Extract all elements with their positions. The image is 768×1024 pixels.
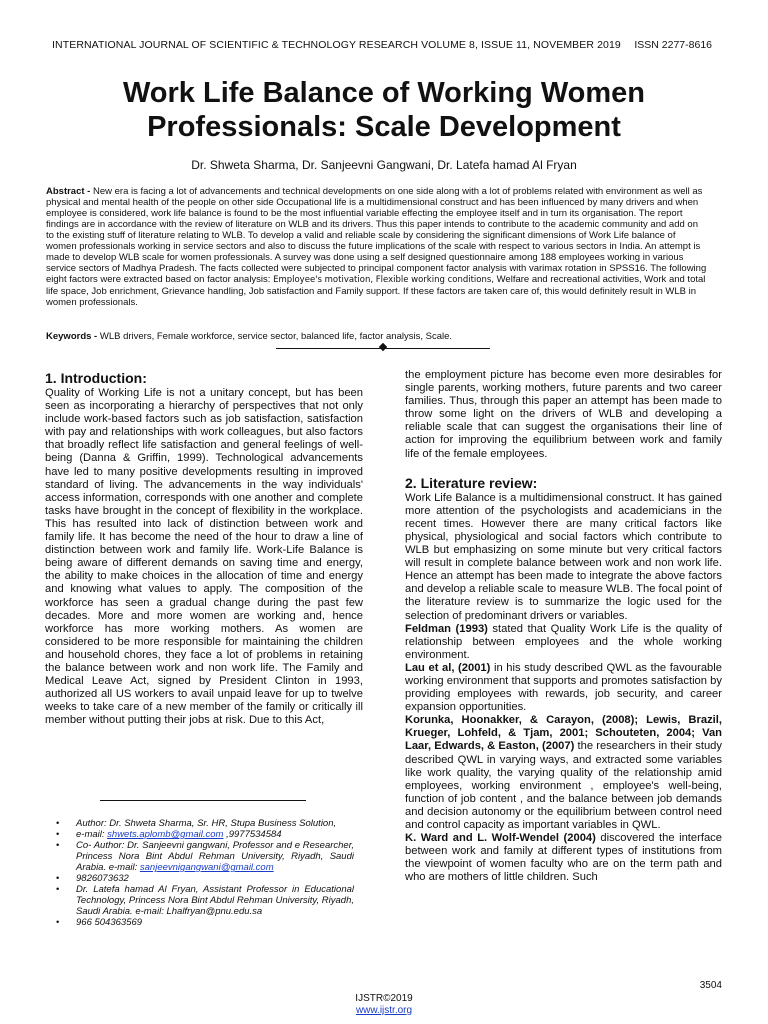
citation-bold: Feldman (1993) [405,622,488,635]
literature-paragraph [405,714,722,832]
footnote-separator [100,800,306,801]
literature-heading: 2. Literature review: [405,474,538,491]
citation-bold: Lau et al, (2001) [405,661,491,674]
footnote-item: • Author: Dr. Shweta Sharma, Sr. HR, Stupa Business Solution, [56,818,354,829]
divider-diamond-icon [379,343,387,351]
title-line-2: Professionals: Scale Development [147,111,621,143]
email-link[interactable]: sanjeevnigangwani@gmail.com [139,862,274,873]
author-footnotes [56,818,354,928]
intro-continuation: the employment picture has become even more desirables for single parents, working mothers, future parents and two career families. Thus, through this paper an attempt has been made to throw some light on the drivers of WLB and developing a reliable scale that can suggest the organisations their line of action for improving the equilibrium between work and family life of the female employees. [405,369,722,460]
paragraph-text: in his study described QWL as the favourable working environment that supports and promotes satisfaction by providing employees with rewards, job security, and career expansion opportunities. [405,661,722,714]
literature-paragraph [405,623,722,662]
email-link[interactable]: shwets.aplomb@gmail.com [107,829,224,840]
keywords [46,331,708,342]
abstract-label: Abstract - [46,186,91,197]
abstract [46,186,708,308]
footnote-text: Co- Author: Dr. Sanjeevni gangwani, Professor and e Researcher, Princess Nora Bint Abdul Rehman University, Riyadh, Saudi Arabia. e-mail: [76,840,354,873]
keywords-label: Keywords - [46,331,98,342]
literature-paragraph [405,832,722,884]
copyright-text: IJSTR©2019 [355,993,413,1004]
literature-paragraph: Work Life Balance is a multidimensional construct. It has gained more attention of the psychologists and academicians in the recent times. However there are many critical factors like physical, physiological and social factors which contribute to WLB but emphasizing on some minute but very critical factors will result in complete balance between work and non work life. Hence an attempt has been made to integrate the above factors and develop a reliable scale to measure WLB. The focal point of the literature review is to summarize the logic used for the selection of predominant drivers or variables. [405,491,722,622]
page-number: 3504 [699,980,722,991]
footnote-item [56,829,354,840]
title-line-1: Work Life Balance of Working Women [122,77,646,109]
abstract-factors-inline: Employee's motivation, Flexible working conditions, [273,275,494,285]
footnote-item: • 966 504363569 [56,917,354,928]
footnote-item: • Dr. Latefa hamad Al Fryan, Assistant Professor in Educational Technology, Princess Nora Bint Abdul Rehman University, Riyadh, Saudi Arabia. e-mail: Lhalfryan@pnu.edu.sa [56,884,354,917]
author-list: Dr. Shweta Sharma, Dr. Sanjeevni Gangwani, Dr. Latefa hamad Al Fryan [191,158,577,172]
issn-label: ISSN 2277-8616 [634,39,712,51]
keywords-text: WLB drivers, Female workforce, service sector, balanced life, factor analysis, Scale. [97,331,453,342]
paragraph-text: stated that Quality Work Life is the quality of relationship between employees and the whole working environment. [405,622,722,661]
paper-title [40,76,728,144]
citation-bold: K. Ward and L. Wolf-Wendel (2004) [405,832,596,845]
left-column [45,370,363,727]
citation-bold: Korunka, Hoonakker, & Carayon, (2008); Lewis, Brazil, Krueger, Lohfeld, & Tjam, 2001; Schouteten, 2004; Van Laar, Edwards, & Easton, (2007) [405,714,722,753]
footnote-item: • 9826073632 [56,873,354,884]
abstract-text-end: Welfare and recreational activities, Work and total life space, Job enrichment, Grievance handling, Job satisfaction and Family support. If these factors are taken care of, this would definitely result in WLB in women professionals. [46,274,706,308]
page-footer [0,993,768,1017]
paragraph-text: the researchers in their study described QWL in varying ways, and extracted some variables like work quality, the varying quality of the relationship amid employees, working environment , employee's well-being, function of job content , and the balance between job demands and decision autonomy or the equilibrium between control need and control capacity as important variables in QWL. [405,740,722,831]
literature-paragraph [405,662,722,714]
footnote-item [56,840,354,873]
intro-paragraph: Quality of Working Life is not a unitary concept, but has been seen as incorporating a hierarchy of perspectives that not only include work-based factors such as job satisfaction, satisfaction with pay and relationships with work colleagues, but also factors that broadly reflect life satisfaction and general feelings of well-being (Danna & Griffin, 1999). Technological advancements have led to many positive developments resulting in improved standard of living. The advancements in the way individuals' access information, corresponds with one another and complete tasks have brought in the concept of flexibility in the workplace. This has resulted into lack of distinction between work and family life. It has become the need of the hour to draw a line of distinction between work and family life. Work-Life Balance is being aware of different demands on saving time and energy, the ability to make choices in the allocation of time and energy and knowing what values to apply. The composition of the workforce has seen a gradual change during the past few decades. More and more women are working and, hence workforce has more working mothers. As women are considered to be more responsible for maintaining the children and household chores, they face a lot of problems in retaining the balance between work and non work life. The Family and Medical Leave Act, signed by President Clinton in 1993, authorized all US workers to avail unpaid leave for up to twelve weeks to take care of a new member of the family or critically ill member without putting their jobs at risk. Due to this Act, [45,387,363,727]
journal-website-link[interactable]: www.ijstr.org [355,1005,413,1016]
footnote-text: e-mail: [76,829,108,840]
journal-header: INTERNATIONAL JOURNAL OF SCIENTIFIC & TECHNOLOGY RESEARCH VOLUME 8, ISSUE 11, NOVEMBER 2019 [52,39,621,51]
abstract-text: New era is facing a lot of advancements and technical developments on one side along with a lot of problems related with environment as well as physical and mental health of the people on other side Occupational life is a multidimensional construct and has been influenced by many drivers and when employee is considered, work life balance is found to be the most influential variable effecting the employee itself and in turn its organisation. The report findings are in accordance with the review of literature on WLB and its drivers. Thus this paper intends to contribute to the academic community and add on to the existing stuff of literature relating to WLB. To develop a valid and reliable scale by considering the significant dimensions of Work Life balance of women professionals working in service sectors and also to discuss the future implications of the scale with respect to various sectors in India. An attempt is made to develop WLB scale for women professionals. A survey was done using a self designed questionnaire among 188 employees working in various service sectors of Madhya Pradesh. The facts collected were subjected to principal component factor analysis with varimax rotation in SPSS16. The following eight factors were extracted based on factor analysis: [46,186,707,285]
intro-heading: 1. Introduction: [45,370,147,386]
footnote-text: ,9977534584 [223,829,282,840]
paragraph-text: discovered the interface between work and family at different types of institutions from the viewpoint of women faculty who are on the term path and who are mothers of little children. Such [405,832,722,884]
right-column [405,369,722,884]
